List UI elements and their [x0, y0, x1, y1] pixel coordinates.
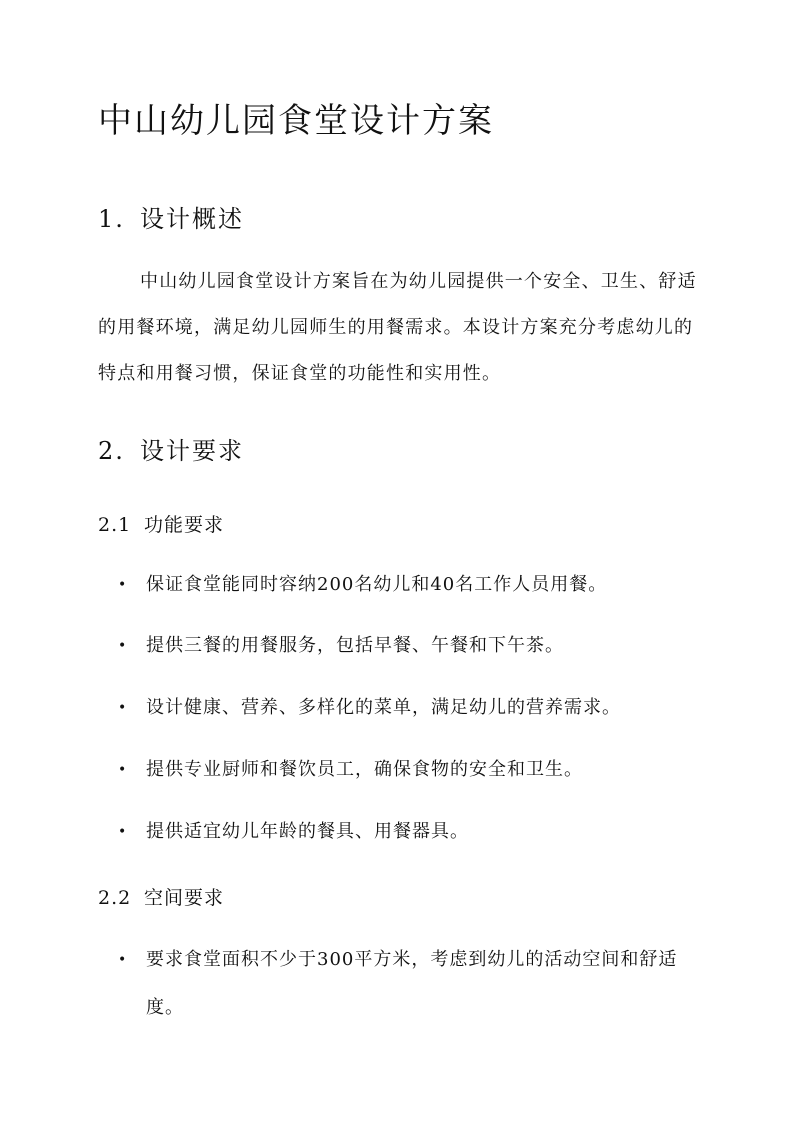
bullet-icon: • [118, 700, 128, 716]
section-title: 设计要求 [140, 437, 244, 465]
list-item [118, 808, 708, 856]
list-item [118, 684, 708, 732]
list-item [118, 746, 708, 794]
section-heading-requirements [98, 431, 244, 466]
subsection-number: 2.2 [98, 887, 132, 909]
section-number: 2. [98, 437, 125, 465]
list-item [118, 561, 708, 609]
overview-paragraph: 中山幼儿园食堂设计方案旨在为幼儿园提供一个安全、卫生、舒适的用餐环境，满足幼儿园师生的用餐需求。本设计方案充分考虑幼儿的特点和用餐习惯，保证食堂的功能性和实用性。 [98, 271, 697, 384]
section-title: 设计概述 [140, 205, 244, 233]
list-item [118, 622, 708, 670]
section-number: 1. [98, 205, 125, 233]
section-heading-overview [98, 199, 244, 234]
list-item-text: 提供专业厨师和餐饮员工，确保食物的安全和卫生。 [146, 759, 583, 780]
document-title: 中山幼儿园食堂设计方案 [98, 101, 494, 141]
subsection-heading-space [98, 883, 224, 910]
subsection-title: 空间要求 [144, 887, 225, 909]
list-item-text: 要求食堂面积不少于300平方米，考虑到幼儿的活动空间和舒适度。 [146, 949, 678, 1018]
list-item-text: 保证食堂能同时容纳200名幼儿和40名工作人员用餐。 [146, 574, 608, 595]
bullet-icon: • [118, 577, 128, 593]
bullet-icon: • [118, 952, 128, 968]
subsection-title: 功能要求 [144, 514, 225, 536]
bullet-icon: • [118, 762, 128, 778]
list-item-text: 设计健康、营养、多样化的菜单，满足幼儿的营养需求。 [146, 697, 621, 718]
subsection-number: 2.1 [98, 514, 132, 536]
list-item [118, 936, 708, 1032]
list-item-text: 提供三餐的用餐服务，包括早餐、午餐和下午茶。 [146, 635, 564, 656]
bullet-icon: • [118, 824, 128, 840]
bullet-icon: • [118, 638, 128, 654]
subsection-heading-function [98, 510, 224, 537]
list-item-text: 提供适宜幼儿年龄的餐具、用餐器具。 [146, 821, 469, 842]
